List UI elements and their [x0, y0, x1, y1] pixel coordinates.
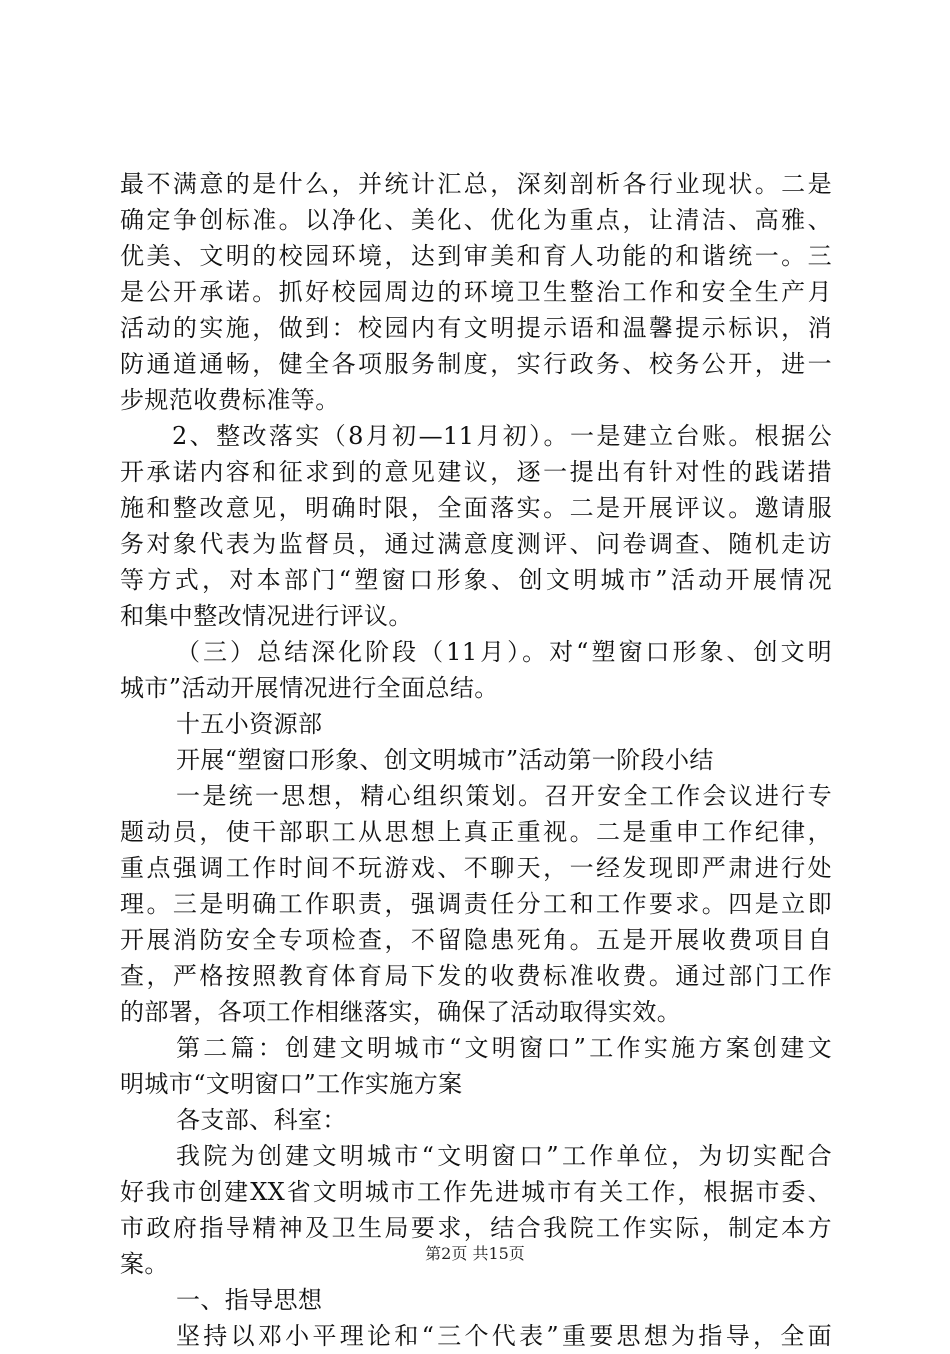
text-line: 好我市创建XX省文明城市工作先进城市有关工作，根据市委、 — [120, 1178, 832, 1206]
text-line: 步规范收费标准等。 — [120, 386, 340, 414]
text-line: 的部署，各项工作相继落实，确保了活动取得实效。 — [120, 998, 682, 1026]
text-line: 是公开承诺。抓好校园周边的环境卫生整治工作和安全生产月 — [120, 278, 832, 306]
section-title: 开展“塑窗口形象、创文明城市”活动第一阶段小结 — [176, 746, 714, 774]
page-number: 第2页 共15页 — [425, 1244, 525, 1263]
text-line: 开展消防安全专项检查，不留隐患死角。五是开展收费项目自 — [120, 926, 832, 954]
text-line: 施和整改意见，明确时限，全面落实。二是开展评议。邀请服 — [120, 494, 832, 522]
document-body — [120, 166, 832, 1354]
text-line: 防通道通畅，健全各项服务制度，实行政务、校务公开，进一 — [120, 350, 832, 378]
chapter-title: 第二篇：创建文明城市“文明窗口”工作实施方案创建文 — [176, 1034, 832, 1062]
text-line: 活动的实施，做到：校园内有文明提示语和温馨提示标识，消 — [120, 314, 832, 342]
section-heading: 一、指导思想 — [176, 1286, 323, 1314]
chapter-title: 明城市“文明窗口”工作实施方案 — [120, 1070, 463, 1098]
text-line: 市政府指导精神及卫生局要求，结合我院工作实际，制定本方 — [120, 1214, 832, 1242]
text-line: 理。三是明确工作职责，强调责任分工和工作要求。四是立即 — [120, 890, 832, 918]
text-line: 确定争创标准。以净化、美化、优化为重点，让清洁、高雅、 — [120, 206, 832, 234]
section-heading: 十五小资源部 — [176, 710, 323, 738]
text-line: 我院为创建文明城市“文明窗口”工作单位，为切实配合 — [176, 1142, 832, 1170]
text-line: 优美、文明的校园环境，达到审美和育人功能的和谐统一。三 — [120, 242, 832, 270]
text-line: 2、整改落实（8月初—11月初）。一是建立台账。根据公 — [172, 422, 832, 450]
text-line: 一是统一思想，精心组织策划。召开安全工作会议进行专 — [176, 782, 832, 810]
text-line: 最不满意的是什么，并统计汇总，深刻剖析各行业现状。二是 — [120, 170, 832, 198]
text-line: 等方式，对本部门“塑窗口形象、创文明城市”活动开展情况 — [120, 566, 832, 594]
text-line: 城市”活动开展情况进行全面总结。 — [120, 674, 499, 702]
text-line: （三）总结深化阶段（11月）。对“塑窗口形象、创文明 — [176, 638, 832, 666]
text-line: 务对象代表为监督员，通过满意度测评、问卷调查、随机走访 — [120, 530, 832, 558]
text-line: 重点强调工作时间不玩游戏、不聊天，一经发现即严肃进行处 — [120, 854, 832, 882]
text-line: 案。 — [120, 1250, 169, 1278]
text-line: 坚持以邓小平理论和“三个代表”重要思想为指导，全面 — [176, 1322, 832, 1350]
text-line: 和集中整改情况进行评议。 — [120, 602, 413, 630]
text-line: 开承诺内容和征求到的意见建议，逐一提出有针对性的践诺措 — [120, 458, 832, 486]
text-line: 查，严格按照教育体育局下发的收费标准收费。通过部门工作 — [120, 962, 832, 990]
text-line: 题动员，使干部职工从思想上真正重视。二是重申工作纪律， — [120, 818, 832, 846]
salutation: 各支部、科室： — [176, 1106, 347, 1134]
